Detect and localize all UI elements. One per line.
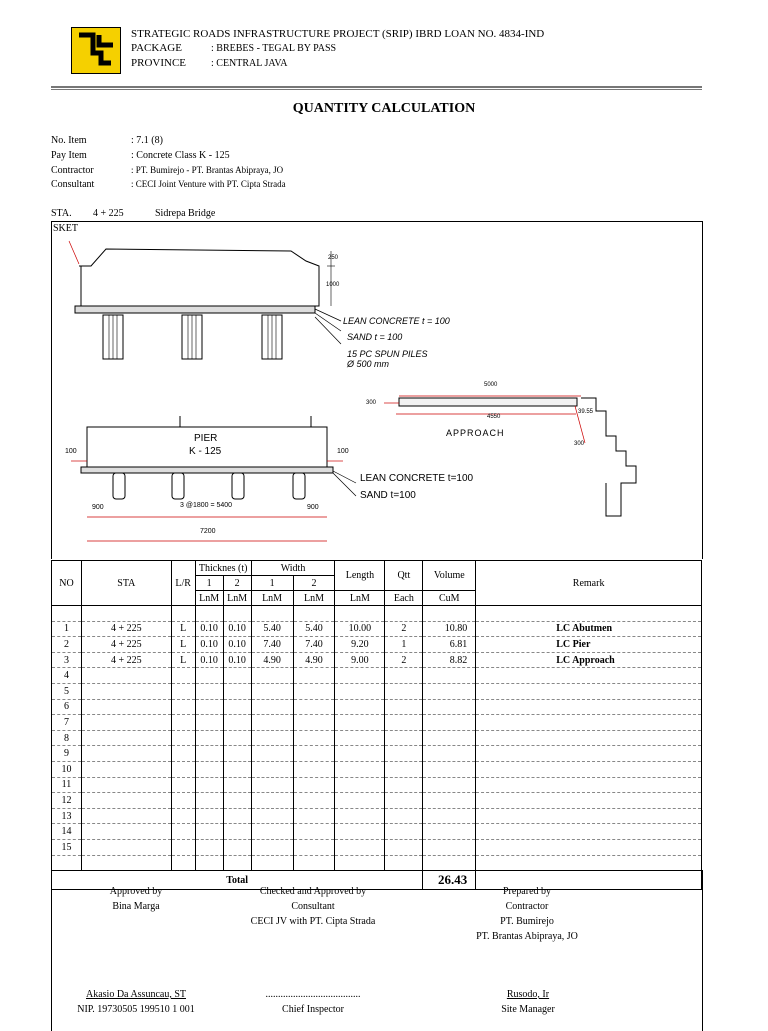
cell-lr <box>171 808 195 824</box>
preparer-role: Site Manager <box>501 1004 555 1015</box>
cell-w2 <box>293 761 335 777</box>
table-row <box>52 683 702 699</box>
cell-lr <box>171 777 195 793</box>
sta-value: 4 + 225 <box>93 208 124 219</box>
logo <box>71 27 121 74</box>
cell-remark <box>476 777 702 793</box>
cell-lr <box>171 824 195 840</box>
table-row <box>52 699 702 715</box>
header-project: STRATEGIC ROADS INFRASTRUCTURE PROJECT (SRIP) IBRD LOAN NO. 4834-IND <box>131 28 545 40</box>
cell-remark <box>476 668 702 684</box>
table-spacer-row <box>52 606 702 622</box>
cell-t1: 0.10 <box>195 637 223 653</box>
checked-firm: CECI JV with PT. Cipta Strada <box>250 916 376 927</box>
cell-qtt <box>385 683 423 699</box>
prepared-org: Contractor <box>505 901 549 912</box>
cell-vol <box>423 668 476 684</box>
cell-w1: 7.40 <box>251 637 293 653</box>
sketch-drawing <box>51 221 702 560</box>
cell-no: 14 <box>52 824 82 840</box>
cell-w2 <box>293 683 335 699</box>
dim-7200: 7200 <box>200 528 216 535</box>
cell-vol: 6.81 <box>423 637 476 653</box>
cell-w2 <box>293 730 335 746</box>
cell-w2 <box>293 793 335 809</box>
th-thick: Thicknes (t) <box>195 561 251 576</box>
info-value-payitem: : Concrete Class K - 125 <box>131 150 230 161</box>
th-length: Length <box>335 561 385 591</box>
cell-t1 <box>195 746 223 762</box>
cell-w1 <box>251 839 293 855</box>
cell-vol <box>423 730 476 746</box>
cell-qtt <box>385 777 423 793</box>
cell-sta: 4 + 225 <box>81 652 171 668</box>
th-w1: 1 <box>251 576 293 591</box>
cell-sta <box>81 746 171 762</box>
table-row <box>52 668 702 684</box>
cell-vol <box>423 793 476 809</box>
table-row <box>52 730 702 746</box>
dim-300b: 300 <box>574 441 585 447</box>
cell-no: 5 <box>52 683 82 699</box>
label-pier: PIER <box>194 433 218 444</box>
cell-remark <box>476 730 702 746</box>
cell-qtt: 1 <box>385 637 423 653</box>
header-package-value: : BREBES - TEGAL BY PASS <box>211 43 337 54</box>
cell-t1 <box>195 668 223 684</box>
cell-len: 9.20 <box>335 637 385 653</box>
cell-vol <box>423 699 476 715</box>
cell-t2 <box>223 777 251 793</box>
th-sta: STA <box>81 561 171 606</box>
cell-w1 <box>251 777 293 793</box>
cell-len: 10.00 <box>335 621 385 637</box>
cell-w2 <box>293 746 335 762</box>
checker-role: Chief Inspector <box>282 1004 344 1015</box>
unit-volume: CuM <box>423 591 476 606</box>
cell-sta <box>81 808 171 824</box>
table-row <box>52 824 702 840</box>
dim-300: 300 <box>366 400 377 406</box>
cell-no: 2 <box>52 637 82 653</box>
info-value-item: : 7.1 (8) <box>131 135 163 146</box>
cell-qtt: 2 <box>385 621 423 637</box>
unit-t1: LnM <box>195 591 223 606</box>
cell-w2 <box>293 777 335 793</box>
info-value-consultant: : CECI Joint Venture with PT. Cipta Strada <box>131 179 286 189</box>
th-lr: L/R <box>171 561 195 606</box>
cell-no: 11 <box>52 777 82 793</box>
dim-900-right: 900 <box>307 504 319 511</box>
cell-sta <box>81 824 171 840</box>
approver-nip: NIP. 19730505 199510 1 001 <box>77 1004 195 1015</box>
table-row <box>52 621 702 637</box>
cell-vol <box>423 824 476 840</box>
cell-t1 <box>195 730 223 746</box>
cell-no: 1 <box>52 621 82 637</box>
cell-vol <box>423 777 476 793</box>
unit-w1: LnM <box>251 591 293 606</box>
cell-w2 <box>293 699 335 715</box>
cell-t2: 0.10 <box>223 637 251 653</box>
table-body <box>52 606 702 871</box>
cell-len <box>335 824 385 840</box>
cell-t2 <box>223 824 251 840</box>
cell-no: 10 <box>52 761 82 777</box>
cell-t1: 0.10 <box>195 652 223 668</box>
cell-remark <box>476 683 702 699</box>
cell-w2: 4.90 <box>293 652 335 668</box>
table-row <box>52 808 702 824</box>
cell-vol: 8.82 <box>423 652 476 668</box>
cell-qtt <box>385 839 423 855</box>
cell-qtt <box>385 730 423 746</box>
sketch-label: SKET <box>53 223 78 234</box>
label-sand: SAND t = 100 <box>347 332 403 342</box>
cell-w1 <box>251 715 293 731</box>
th-qtt: Qtt <box>385 561 423 591</box>
cell-no: 12 <box>52 793 82 809</box>
cell-w1 <box>251 730 293 746</box>
th-width: Width <box>251 561 335 576</box>
cell-len <box>335 699 385 715</box>
cell-t2 <box>223 730 251 746</box>
cell-t2 <box>223 668 251 684</box>
label-lean-concrete-pier: LEAN CONCRETE t=100 <box>360 473 474 484</box>
sta-label: STA. <box>51 208 72 219</box>
cell-t2 <box>223 699 251 715</box>
unit-qtt: Each <box>385 591 423 606</box>
info-label-payitem: Pay Item <box>51 150 87 161</box>
th-t1: 1 <box>195 576 223 591</box>
cell-lr <box>171 746 195 762</box>
cell-remark: LC Pier <box>476 637 702 653</box>
cell-remark <box>476 839 702 855</box>
cell-no: 4 <box>52 668 82 684</box>
dim-900-left: 900 <box>92 504 104 511</box>
cell-remark: LC Approach <box>476 652 702 668</box>
header-province-value: : CENTRAL JAVA <box>211 58 288 69</box>
cell-sta <box>81 839 171 855</box>
cell-qtt <box>385 746 423 762</box>
cell-vol <box>423 839 476 855</box>
cell-w1 <box>251 746 293 762</box>
table-row <box>52 793 702 809</box>
cell-sta <box>81 730 171 746</box>
cell-lr <box>171 715 195 731</box>
cell-len <box>335 808 385 824</box>
approver-name: Akasio Da Assuncau, ST <box>86 989 186 1000</box>
cell-sta <box>81 668 171 684</box>
quantity-table <box>51 560 702 890</box>
cell-len: 9.00 <box>335 652 385 668</box>
cell-w1 <box>251 824 293 840</box>
cell-qtt <box>385 808 423 824</box>
label-sand-pier: SAND t=100 <box>360 490 416 501</box>
cell-t1 <box>195 715 223 731</box>
cell-w2 <box>293 824 335 840</box>
cell-w2 <box>293 715 335 731</box>
prepared-firm1: PT. Bumirejo <box>500 916 554 927</box>
cell-t1 <box>195 808 223 824</box>
checker-name: ...................................... <box>265 989 361 1000</box>
table-row <box>52 715 702 731</box>
label-piles-dia: Ø 500 mm <box>347 359 390 369</box>
cell-t2 <box>223 683 251 699</box>
cell-w2: 7.40 <box>293 637 335 653</box>
cell-no: 8 <box>52 730 82 746</box>
cell-lr: L <box>171 652 195 668</box>
cell-remark <box>476 746 702 762</box>
unit-length: LnM <box>335 591 385 606</box>
cell-lr <box>171 761 195 777</box>
dim-1000: 1000 <box>326 282 340 288</box>
cell-w1 <box>251 668 293 684</box>
label-approach: APPROACH <box>446 428 505 438</box>
cell-w1: 5.40 <box>251 621 293 637</box>
cell-remark <box>476 715 702 731</box>
unit-w2: LnM <box>293 591 335 606</box>
preparer-name: Rusodo, Ir <box>506 989 550 1000</box>
info-label-contractor: Contractor <box>51 165 94 176</box>
cell-qtt: 2 <box>385 652 423 668</box>
cell-vol <box>423 761 476 777</box>
header-divider <box>51 86 702 90</box>
th-t2: 2 <box>223 576 251 591</box>
cell-vol <box>423 683 476 699</box>
cell-w2 <box>293 839 335 855</box>
total-value: 26.43 <box>423 871 476 890</box>
cell-qtt <box>385 761 423 777</box>
cell-t2 <box>223 761 251 777</box>
dim-span: 3 @1800 = 5400 <box>180 502 233 509</box>
cell-sta <box>81 761 171 777</box>
cell-len <box>335 683 385 699</box>
cell-t2 <box>223 793 251 809</box>
cell-remark <box>476 699 702 715</box>
cell-len <box>335 746 385 762</box>
dim-250: 250 <box>328 255 339 261</box>
cell-qtt <box>385 715 423 731</box>
cell-len <box>335 793 385 809</box>
cell-remark <box>476 824 702 840</box>
cell-t1 <box>195 699 223 715</box>
cell-no: 15 <box>52 839 82 855</box>
cell-w1: 4.90 <box>251 652 293 668</box>
cell-w1 <box>251 761 293 777</box>
cell-t1 <box>195 824 223 840</box>
cell-t2: 0.10 <box>223 621 251 637</box>
cell-remark <box>476 761 702 777</box>
cell-vol: 10.80 <box>423 621 476 637</box>
cell-w1 <box>251 808 293 824</box>
cell-t1: 0.10 <box>195 621 223 637</box>
table-row <box>52 761 702 777</box>
cell-lr: L <box>171 637 195 653</box>
cell-lr <box>171 839 195 855</box>
cell-t1 <box>195 793 223 809</box>
logo-icon <box>71 27 121 74</box>
prepared-by: Prepared by <box>502 886 552 897</box>
dim-100-right: 100 <box>337 448 349 455</box>
cell-t1 <box>195 777 223 793</box>
cell-no: 3 <box>52 652 82 668</box>
checked-org: Consultant <box>291 901 335 912</box>
cell-sta <box>81 715 171 731</box>
table-row <box>52 746 702 762</box>
cell-w2 <box>293 808 335 824</box>
cell-lr <box>171 699 195 715</box>
cell-w2: 5.40 <box>293 621 335 637</box>
th-volume: Volume <box>423 561 476 591</box>
dim-5000: 5000 <box>484 382 498 388</box>
cell-sta: 4 + 225 <box>81 621 171 637</box>
cell-len <box>335 761 385 777</box>
table-row <box>52 777 702 793</box>
cell-qtt <box>385 793 423 809</box>
cell-len <box>335 730 385 746</box>
cell-qtt <box>385 824 423 840</box>
cell-t1 <box>195 839 223 855</box>
th-remark: Remark <box>476 561 702 606</box>
cell-sta <box>81 683 171 699</box>
cell-remark: LC Abutmen <box>476 621 702 637</box>
th-w2: 2 <box>293 576 335 591</box>
cell-t1 <box>195 683 223 699</box>
cell-sta <box>81 699 171 715</box>
cell-sta <box>81 777 171 793</box>
table-filler-row <box>52 855 702 871</box>
info-label-item: No. Item <box>51 135 87 146</box>
cell-t1 <box>195 761 223 777</box>
cell-vol <box>423 715 476 731</box>
cell-no: 6 <box>52 699 82 715</box>
cell-len <box>335 777 385 793</box>
cell-qtt <box>385 699 423 715</box>
cell-qtt <box>385 668 423 684</box>
cell-t2 <box>223 839 251 855</box>
cell-no: 13 <box>52 808 82 824</box>
cell-t2 <box>223 746 251 762</box>
cell-w1 <box>251 683 293 699</box>
info-label-consultant: Consultant <box>51 179 95 190</box>
dim-39: 39.55 <box>578 409 594 415</box>
approved-by: Approved by <box>109 886 163 897</box>
cell-w2 <box>293 668 335 684</box>
th-no: NO <box>52 561 82 606</box>
cell-remark <box>476 808 702 824</box>
approved-org: Bina Marga <box>112 901 160 912</box>
info-value-contractor: : PT. Bumirejo - PT. Brantas Abipraya, JO <box>131 165 284 175</box>
cell-lr: L <box>171 621 195 637</box>
unit-t2: LnM <box>223 591 251 606</box>
table-row <box>52 839 702 855</box>
cell-len <box>335 715 385 731</box>
label-pier-class: K - 125 <box>189 446 222 457</box>
cell-lr <box>171 793 195 809</box>
cell-vol <box>423 808 476 824</box>
prepared-firm2: PT. Brantas Abipraya, JO <box>476 931 578 942</box>
page-title: QUANTITY CALCULATION <box>292 101 476 116</box>
cell-t2 <box>223 808 251 824</box>
cell-w1 <box>251 699 293 715</box>
cell-lr <box>171 668 195 684</box>
cell-remark <box>476 793 702 809</box>
header-package-label: PACKAGE <box>131 42 182 54</box>
cell-lr <box>171 730 195 746</box>
cell-sta: 4 + 225 <box>81 637 171 653</box>
cell-vol <box>423 746 476 762</box>
total-label: Total <box>52 871 423 890</box>
header-province-label: PROVINCE <box>131 57 187 69</box>
cell-t2 <box>223 715 251 731</box>
dim-100-left: 100 <box>65 448 77 455</box>
table-row <box>52 637 702 653</box>
cell-lr <box>171 683 195 699</box>
sta-name: Sidrepa Bridge <box>155 208 216 219</box>
cell-t2: 0.10 <box>223 652 251 668</box>
cell-no: 7 <box>52 715 82 731</box>
cell-no: 9 <box>52 746 82 762</box>
cell-sta <box>81 793 171 809</box>
cell-w1 <box>251 793 293 809</box>
label-lean-concrete: LEAN CONCRETE t = 100 <box>343 316 450 326</box>
dim-4550: 4550 <box>487 414 501 420</box>
cell-len <box>335 839 385 855</box>
cell-len <box>335 668 385 684</box>
table-row <box>52 652 702 668</box>
label-piles: 15 PC SPUN PILES <box>347 349 428 359</box>
checked-by: Checked and Approved by <box>259 886 367 897</box>
